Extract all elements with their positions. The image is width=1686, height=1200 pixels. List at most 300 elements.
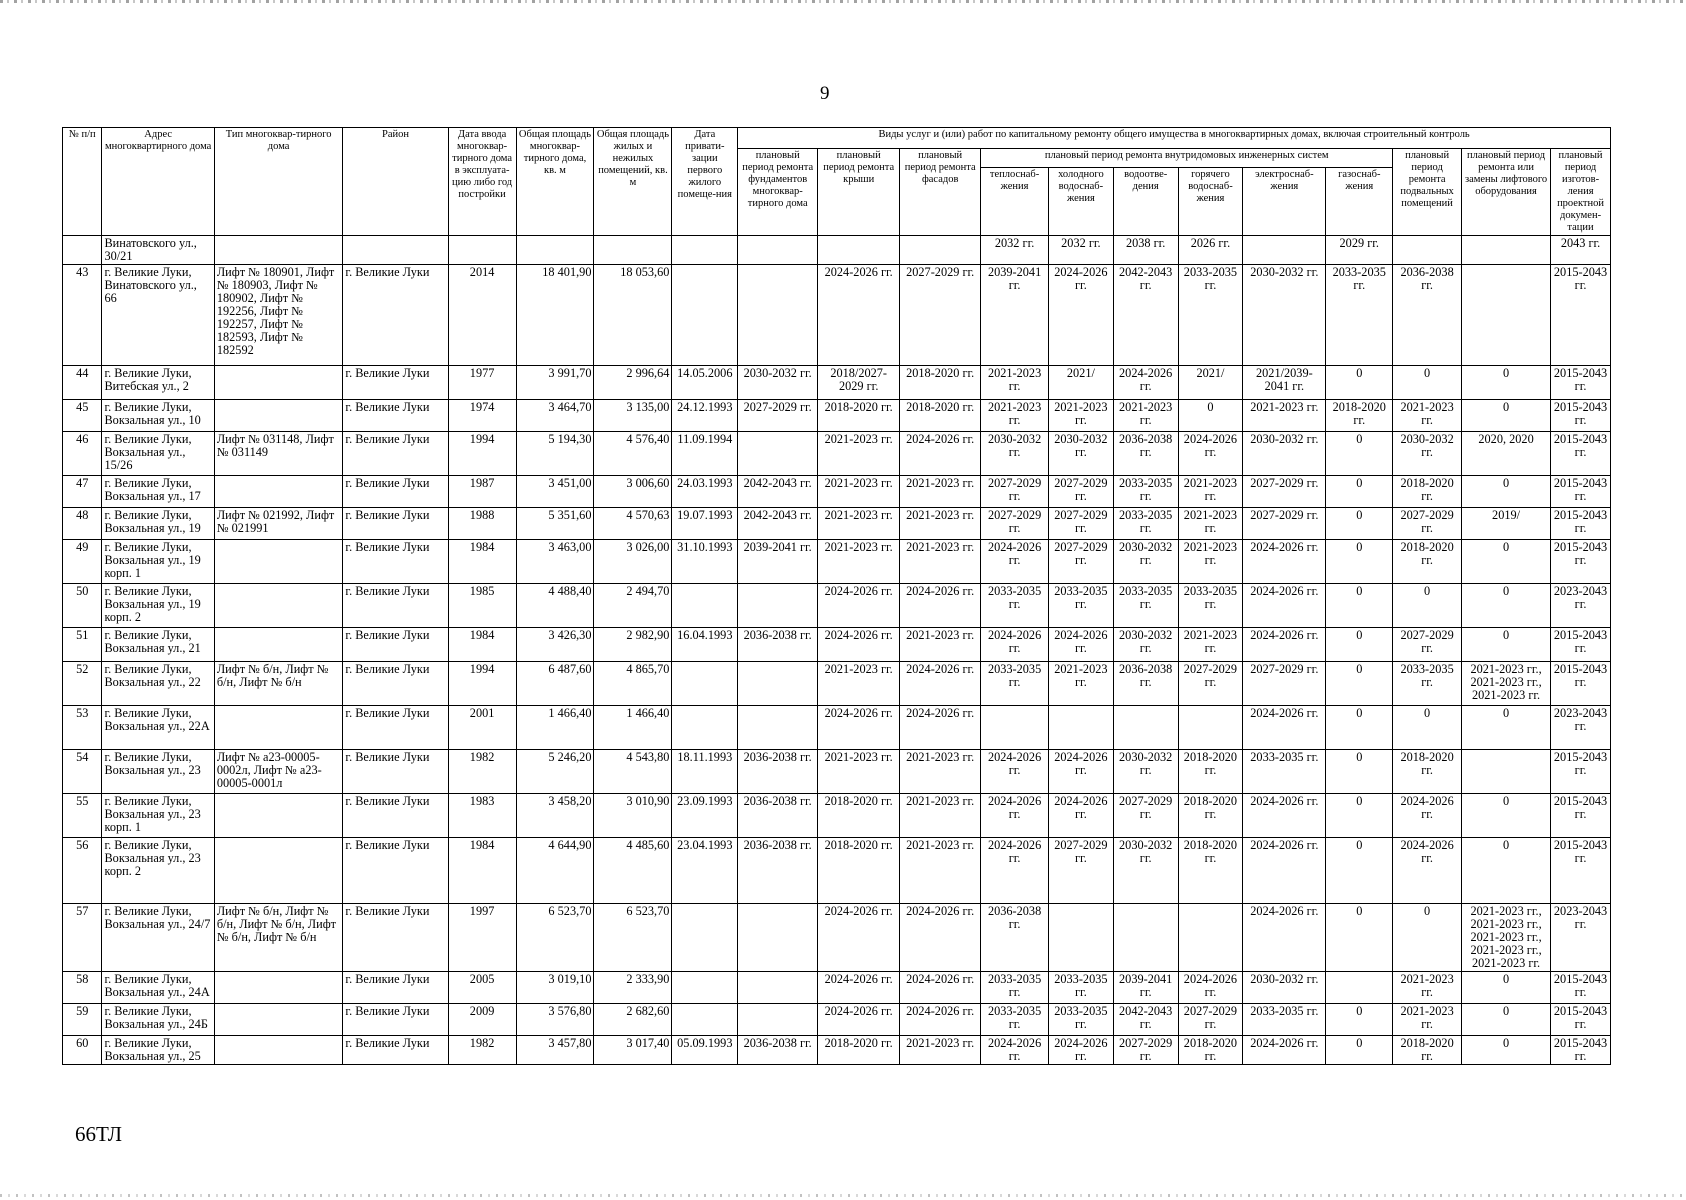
row-design: 2015-2043 гг.	[1551, 662, 1611, 706]
row-cold-water: 2033-2035 гг.	[1049, 1004, 1114, 1036]
row-house-type	[214, 236, 343, 265]
row-foundation: 2042-2043 гг.	[738, 476, 818, 508]
row-electricity: 2024-2026 гг.	[1243, 540, 1326, 584]
header-heat: теплоснаб-жения	[981, 168, 1049, 236]
row-electricity: 2033-2035 гг.	[1243, 750, 1326, 794]
row-district: г. Великие Луки	[343, 904, 448, 972]
row-gas: 0	[1326, 706, 1393, 750]
row-number: 59	[63, 1004, 102, 1036]
table-row	[63, 432, 1611, 476]
row-foundation: 2027-2029 гг.	[738, 400, 818, 432]
row-number: 46	[63, 432, 102, 476]
row-foundation	[738, 1004, 818, 1036]
row-gas: 0	[1326, 432, 1393, 476]
row-living-area: 1 466,40	[594, 706, 672, 750]
row-gas: 0	[1326, 1004, 1393, 1036]
row-elevator: 0	[1462, 400, 1551, 432]
row-address: г. Великие Луки, Витебская ул., 2	[102, 366, 214, 400]
row-privat-date: 14.05.2006	[672, 366, 738, 400]
row-elevator	[1462, 236, 1551, 265]
row-house-type	[214, 706, 343, 750]
row-cold-water: 2030-2032 гг.	[1049, 432, 1114, 476]
row-foundation: 2036-2038 гг.	[738, 628, 818, 662]
row-living-area: 2 333,90	[594, 972, 672, 1004]
row-drainage: 2036-2038 гг.	[1113, 662, 1178, 706]
row-elevator: 0	[1462, 838, 1551, 904]
row-house-type: Лифт № 180901, Лифт № 180903, Лифт № 180902, Лифт № 192256, Лифт № 192257, Лифт № 182593, Лифт № 182592	[214, 265, 343, 366]
row-facade: 2021-2023 гг.	[900, 794, 981, 838]
table-row	[63, 584, 1611, 628]
row-heat: 2024-2026 гг.	[981, 838, 1049, 904]
row-facade: 2021-2023 гг.	[900, 540, 981, 584]
row-total-area: 1 466,40	[516, 706, 594, 750]
row-house-type: Лифт № а23-00005-0002л, Лифт № а23-00005-0001л	[214, 750, 343, 794]
row-house-type	[214, 1036, 343, 1065]
row-drainage: 2030-2032 гг.	[1113, 628, 1178, 662]
row-privat-date	[672, 265, 738, 366]
row-facade: 2024-2026 гг.	[900, 662, 981, 706]
row-district: г. Великие Луки	[343, 476, 448, 508]
row-basement: 0	[1393, 366, 1462, 400]
row-design: 2015-2043 гг.	[1551, 794, 1611, 838]
row-living-area: 3 135,00	[594, 400, 672, 432]
row-roof: 2021-2023 гг.	[818, 540, 900, 584]
row-hot-water: 2018-2020 гг.	[1178, 838, 1243, 904]
row-privat-date	[672, 904, 738, 972]
header-privat-date: Дата привати-зации первого жилого помеще-ния	[672, 128, 738, 236]
row-facade: 2024-2026 гг.	[900, 904, 981, 972]
row-design: 2015-2043 гг.	[1551, 432, 1611, 476]
table-row	[63, 750, 1611, 794]
row-privat-date: 16.04.1993	[672, 628, 738, 662]
row-privat-date: 05.09.1993	[672, 1036, 738, 1065]
row-house-type: Лифт № 021992, Лифт № 021991	[214, 508, 343, 540]
row-basement: 2027-2029 гг.	[1393, 628, 1462, 662]
header-gas: газоснаб-жения	[1326, 168, 1393, 236]
row-cold-water: 2027-2029 гг.	[1049, 838, 1114, 904]
row-address: г. Великие Луки, Вокзальная ул., 19 корп. 1	[102, 540, 214, 584]
header-foundation: плановый период ремонта фундаментов многоквар-тирного дома	[738, 149, 818, 236]
row-electricity: 2024-2026 гг.	[1243, 1036, 1326, 1065]
header-drainage: водоотве-дения	[1113, 168, 1178, 236]
row-electricity: 2024-2026 гг.	[1243, 794, 1326, 838]
row-hot-water: 2021-2023 гг.	[1178, 540, 1243, 584]
row-number: 56	[63, 838, 102, 904]
row-basement: 2021-2023 гг.	[1393, 972, 1462, 1004]
row-number: 48	[63, 508, 102, 540]
row-gas: 0	[1326, 628, 1393, 662]
row-electricity: 2024-2026 гг.	[1243, 904, 1326, 972]
row-facade: 2021-2023 гг.	[900, 838, 981, 904]
row-privat-date	[672, 706, 738, 750]
row-number: 58	[63, 972, 102, 1004]
document-stamp: 66ТЛ	[75, 1122, 123, 1146]
scan-edge-top	[0, 0, 1686, 3]
row-facade: 2027-2029 гг.	[900, 265, 981, 366]
row-elevator: 0	[1462, 706, 1551, 750]
row-year: 1984	[448, 628, 516, 662]
row-total-area: 4 488,40	[516, 584, 594, 628]
row-facade: 2021-2023 гг.	[900, 476, 981, 508]
row-foundation: 2030-2032 гг.	[738, 366, 818, 400]
row-elevator: 0	[1462, 972, 1551, 1004]
row-elevator	[1462, 265, 1551, 366]
row-heat: 2033-2035 гг.	[981, 662, 1049, 706]
header-design: плановый период изготов-ления проектной докумен-тации	[1551, 149, 1611, 236]
row-privat-date	[672, 236, 738, 265]
row-heat: 2021-2023 гг.	[981, 400, 1049, 432]
row-living-area: 18 053,60	[594, 265, 672, 366]
row-design: 2015-2043 гг.	[1551, 476, 1611, 508]
row-roof: 2021-2023 гг.	[818, 750, 900, 794]
row-privat-date: 31.10.1993	[672, 540, 738, 584]
row-hot-water: 2027-2029 гг.	[1178, 662, 1243, 706]
row-total-area: 6 487,60	[516, 662, 594, 706]
table-row	[63, 838, 1611, 904]
row-living-area: 4 485,60	[594, 838, 672, 904]
row-facade: 2018-2020 гг.	[900, 400, 981, 432]
row-elevator: 0	[1462, 366, 1551, 400]
row-hot-water: 2033-2035 гг.	[1178, 265, 1243, 366]
table-row	[63, 236, 1611, 265]
row-house-type	[214, 972, 343, 1004]
row-elevator: 2021-2023 гг., 2021-2023 гг., 2021-2023 гг.	[1462, 662, 1551, 706]
row-address: г. Великие Луки, Вокзальная ул., 24Б	[102, 1004, 214, 1036]
row-address: г. Великие Луки, Вокзальная ул., 10	[102, 400, 214, 432]
row-elevator: 0	[1462, 540, 1551, 584]
header-row-1	[63, 128, 1611, 149]
row-roof: 2018/2027-2029 гг.	[818, 366, 900, 400]
row-roof: 2024-2026 гг.	[818, 628, 900, 662]
row-facade: 2024-2026 гг.	[900, 584, 981, 628]
row-cold-water: 2024-2026 гг.	[1049, 628, 1114, 662]
row-year: 1985	[448, 584, 516, 628]
row-cold-water: 2021-2023 гг.	[1049, 662, 1114, 706]
row-district: г. Великие Луки	[343, 584, 448, 628]
row-house-type	[214, 400, 343, 432]
row-basement: 2021-2023 гг.	[1393, 1004, 1462, 1036]
row-address: г. Великие Луки, Вокзальная ул., 23 корп. 1	[102, 794, 214, 838]
row-district: г. Великие Луки	[343, 1036, 448, 1065]
row-electricity: 2024-2026 гг.	[1243, 584, 1326, 628]
header-district: Район	[343, 128, 448, 236]
row-house-type	[214, 366, 343, 400]
row-elevator: 0	[1462, 1004, 1551, 1036]
row-foundation	[738, 662, 818, 706]
row-gas: 0	[1326, 584, 1393, 628]
row-year: 2014	[448, 265, 516, 366]
row-elevator: 0	[1462, 1036, 1551, 1065]
header-living-area: Общая площадь жилых и нежилых помещений, кв. м	[594, 128, 672, 236]
row-address: г. Великие Луки, Вокзальная ул., 19	[102, 508, 214, 540]
row-district: г. Великие Луки	[343, 662, 448, 706]
row-cold-water: 2021/	[1049, 366, 1114, 400]
row-hot-water	[1178, 706, 1243, 750]
row-district: г. Великие Луки	[343, 400, 448, 432]
row-design: 2015-2043 гг.	[1551, 1036, 1611, 1065]
row-gas: 2018-2020 гг.	[1326, 400, 1393, 432]
row-district: г. Великие Луки	[343, 794, 448, 838]
row-foundation: 2036-2038 гг.	[738, 1036, 818, 1065]
row-design: 2015-2043 гг.	[1551, 400, 1611, 432]
row-hot-water: 2021/	[1178, 366, 1243, 400]
row-hot-water: 2024-2026 гг.	[1178, 432, 1243, 476]
row-address: г. Великие Луки, Вокзальная ул., 24А	[102, 972, 214, 1004]
row-gas: 0	[1326, 508, 1393, 540]
table-row	[63, 508, 1611, 540]
row-gas: 2029 гг.	[1326, 236, 1393, 265]
row-total-area: 3 463,00	[516, 540, 594, 584]
row-total-area: 3 464,70	[516, 400, 594, 432]
row-heat: 2027-2029 гг.	[981, 508, 1049, 540]
header-address: Адрес многоквартирного дома	[102, 128, 214, 236]
row-cold-water: 2027-2029 гг.	[1049, 540, 1114, 584]
row-basement: 2024-2026 гг.	[1393, 838, 1462, 904]
row-foundation	[738, 432, 818, 476]
row-roof: 2024-2026 гг.	[818, 1004, 900, 1036]
table-row	[63, 794, 1611, 838]
row-elevator	[1462, 750, 1551, 794]
row-heat	[981, 706, 1049, 750]
row-total-area: 3 458,20	[516, 794, 594, 838]
row-foundation: 2039-2041 гг.	[738, 540, 818, 584]
row-year: 1983	[448, 794, 516, 838]
row-privat-date	[672, 662, 738, 706]
row-district: г. Великие Луки	[343, 366, 448, 400]
header-num: № п/п	[63, 128, 102, 236]
row-address: Винатовского ул., 30/21	[102, 236, 214, 265]
row-gas: 0	[1326, 750, 1393, 794]
row-gas: 0	[1326, 476, 1393, 508]
row-roof: 2021-2023 гг.	[818, 432, 900, 476]
row-drainage: 2027-2029 гг.	[1113, 1036, 1178, 1065]
row-gas: 2033-2035 гг.	[1326, 265, 1393, 366]
row-facade: 2024-2026 гг.	[900, 1004, 981, 1036]
row-district: г. Великие Луки	[343, 1004, 448, 1036]
row-cold-water: 2021-2023 гг.	[1049, 400, 1114, 432]
row-foundation	[738, 972, 818, 1004]
row-electricity: 2024-2026 гг.	[1243, 838, 1326, 904]
row-total-area: 3 426,30	[516, 628, 594, 662]
row-privat-date: 24.03.1993	[672, 476, 738, 508]
row-heat: 2033-2035 гг.	[981, 584, 1049, 628]
row-privat-date: 23.09.1993	[672, 794, 738, 838]
row-year: 2009	[448, 1004, 516, 1036]
row-foundation	[738, 904, 818, 972]
row-number: 53	[63, 706, 102, 750]
row-design: 2015-2043 гг.	[1551, 265, 1611, 366]
row-drainage	[1113, 706, 1178, 750]
row-roof: 2024-2026 гг.	[818, 706, 900, 750]
row-elevator: 2021-2023 гг., 2021-2023 гг., 2021-2023 гг., 2021-2023 гг., 2021-2023 гг.	[1462, 904, 1551, 972]
row-design: 2015-2043 гг.	[1551, 540, 1611, 584]
row-heat: 2033-2035 гг.	[981, 1004, 1049, 1036]
row-total-area: 3 991,70	[516, 366, 594, 400]
row-cold-water	[1049, 706, 1114, 750]
row-hot-water: 2024-2026 гг.	[1178, 972, 1243, 1004]
row-roof: 2024-2026 гг.	[818, 972, 900, 1004]
table-row	[63, 265, 1611, 366]
row-address: г. Великие Луки, Вокзальная ул., 23	[102, 750, 214, 794]
row-gas: 0	[1326, 366, 1393, 400]
row-design: 2015-2043 гг.	[1551, 628, 1611, 662]
row-facade: 2024-2026 гг.	[900, 432, 981, 476]
row-design: 2023-2043 гг.	[1551, 584, 1611, 628]
row-total-area: 5 351,60	[516, 508, 594, 540]
row-district: г. Великие Луки	[343, 540, 448, 584]
row-gas: 0	[1326, 794, 1393, 838]
row-basement: 2033-2035 гг.	[1393, 662, 1462, 706]
row-cold-water: 2027-2029 гг.	[1049, 508, 1114, 540]
row-address: г. Великие Луки, Вокзальная ул., 21	[102, 628, 214, 662]
row-house-type	[214, 1004, 343, 1036]
row-privat-date	[672, 1004, 738, 1036]
row-design: 2015-2043 гг.	[1551, 1004, 1611, 1036]
row-design: 2015-2043 гг.	[1551, 366, 1611, 400]
row-living-area: 3 010,90	[594, 794, 672, 838]
row-electricity: 2033-2035 гг.	[1243, 1004, 1326, 1036]
table-row	[63, 662, 1611, 706]
header-hot-water: горячего водоснаб-жения	[1178, 168, 1243, 236]
row-heat: 2024-2026 гг.	[981, 750, 1049, 794]
row-design: 2043 гг.	[1551, 236, 1611, 265]
row-elevator: 2020, 2020	[1462, 432, 1551, 476]
row-drainage: 2033-2035 гг.	[1113, 476, 1178, 508]
row-district: г. Великие Луки	[343, 838, 448, 904]
row-electricity: 2030-2032 гг.	[1243, 265, 1326, 366]
row-year: 1984	[448, 540, 516, 584]
row-privat-date: 11.09.1994	[672, 432, 738, 476]
row-drainage: 2033-2035 гг.	[1113, 584, 1178, 628]
row-living-area	[594, 236, 672, 265]
row-number	[63, 236, 102, 265]
row-design: 2015-2043 гг.	[1551, 838, 1611, 904]
row-cold-water: 2024-2026 гг.	[1049, 750, 1114, 794]
row-heat: 2039-2041 гг.	[981, 265, 1049, 366]
row-hot-water	[1178, 904, 1243, 972]
row-year: 1982	[448, 1036, 516, 1065]
row-hot-water: 2021-2023 гг.	[1178, 476, 1243, 508]
row-basement: 2018-2020 гг.	[1393, 750, 1462, 794]
row-electricity: 2027-2029 гг.	[1243, 508, 1326, 540]
row-number: 50	[63, 584, 102, 628]
table-row	[63, 366, 1611, 400]
row-roof: 2024-2026 гг.	[818, 265, 900, 366]
row-roof	[818, 236, 900, 265]
row-year: 2001	[448, 706, 516, 750]
row-living-area: 2 494,70	[594, 584, 672, 628]
row-house-type: Лифт № 031148, Лифт № 031149	[214, 432, 343, 476]
row-number: 57	[63, 904, 102, 972]
row-heat: 2033-2035 гг.	[981, 972, 1049, 1004]
row-total-area: 3 576,80	[516, 1004, 594, 1036]
row-foundation	[738, 584, 818, 628]
table-row	[63, 1004, 1611, 1036]
row-facade: 2024-2026 гг.	[900, 972, 981, 1004]
row-cold-water: 2024-2026 гг.	[1049, 1036, 1114, 1065]
header-total-area: Общая площадь многоквар-тирного дома, кв. м	[516, 128, 594, 236]
row-district: г. Великие Луки	[343, 972, 448, 1004]
row-electricity: 2027-2029 гг.	[1243, 476, 1326, 508]
row-facade: 2024-2026 гг.	[900, 706, 981, 750]
row-living-area: 4 543,80	[594, 750, 672, 794]
row-drainage: 2042-2043 гг.	[1113, 1004, 1178, 1036]
row-drainage: 2024-2026 гг.	[1113, 366, 1178, 400]
row-hot-water: 2021-2023 гг.	[1178, 628, 1243, 662]
row-address: г. Великие Луки, Вокзальная ул., 15/26	[102, 432, 214, 476]
row-design: 2015-2043 гг.	[1551, 750, 1611, 794]
row-hot-water: 0	[1178, 400, 1243, 432]
row-total-area: 3 451,00	[516, 476, 594, 508]
row-privat-date	[672, 584, 738, 628]
row-address: г. Великие Луки, Вокзальная ул., 17	[102, 476, 214, 508]
table-row	[63, 628, 1611, 662]
row-house-type	[214, 540, 343, 584]
header-basement: плановый период ремонта подвальных помещений	[1393, 149, 1462, 236]
header-year: Дата ввода многоквар-тирного дома в эксплуата-цию либо год постройки	[448, 128, 516, 236]
row-elevator: 0	[1462, 628, 1551, 662]
row-roof: 2021-2023 гг.	[818, 476, 900, 508]
row-living-area: 3 017,40	[594, 1036, 672, 1065]
row-year: 1994	[448, 432, 516, 476]
row-drainage: 2030-2032 гг.	[1113, 838, 1178, 904]
row-electricity: 2021/2039-2041 гг.	[1243, 366, 1326, 400]
row-house-type	[214, 628, 343, 662]
row-gas: 0	[1326, 540, 1393, 584]
row-number: 52	[63, 662, 102, 706]
row-roof: 2018-2020 гг.	[818, 1036, 900, 1065]
row-drainage: 2030-2032 гг.	[1113, 540, 1178, 584]
row-living-area: 2 996,64	[594, 366, 672, 400]
row-facade: 2021-2023 гг.	[900, 508, 981, 540]
row-number: 49	[63, 540, 102, 584]
row-drainage: 2036-2038 гг.	[1113, 432, 1178, 476]
row-elevator: 0	[1462, 584, 1551, 628]
row-number: 45	[63, 400, 102, 432]
row-number: 54	[63, 750, 102, 794]
table-body	[63, 236, 1611, 1065]
row-drainage: 2039-2041 гг.	[1113, 972, 1178, 1004]
row-foundation: 2036-2038 гг.	[738, 750, 818, 794]
row-living-area: 2 982,90	[594, 628, 672, 662]
row-foundation: 2042-2043 гг.	[738, 508, 818, 540]
table-row	[63, 476, 1611, 508]
row-privat-date: 19.07.1993	[672, 508, 738, 540]
row-electricity: 2024-2026 гг.	[1243, 628, 1326, 662]
row-basement	[1393, 236, 1462, 265]
row-roof: 2021-2023 гг.	[818, 662, 900, 706]
row-foundation	[738, 706, 818, 750]
row-cold-water: 2033-2035 гг.	[1049, 584, 1114, 628]
row-roof: 2018-2020 гг.	[818, 838, 900, 904]
row-electricity: 2030-2032 гг.	[1243, 432, 1326, 476]
header-facade: плановый период ремонта фасадов	[900, 149, 981, 236]
row-total-area: 3 019,10	[516, 972, 594, 1004]
row-total-area: 6 523,70	[516, 904, 594, 972]
row-foundation	[738, 236, 818, 265]
row-basement: 2018-2020 гг.	[1393, 1036, 1462, 1065]
row-cold-water: 2024-2026 гг.	[1049, 794, 1114, 838]
row-elevator: 0	[1462, 476, 1551, 508]
row-living-area: 4 865,70	[594, 662, 672, 706]
row-electricity: 2027-2029 гг.	[1243, 662, 1326, 706]
row-house-type: Лифт № б/н, Лифт № б/н, Лифт № б/н	[214, 662, 343, 706]
row-roof: 2018-2020 гг.	[818, 794, 900, 838]
row-facade: 2018-2020 гг.	[900, 366, 981, 400]
row-foundation: 2036-2038 гг.	[738, 794, 818, 838]
row-hot-water: 2027-2029 гг.	[1178, 1004, 1243, 1036]
row-drainage: 2038 гг.	[1113, 236, 1178, 265]
